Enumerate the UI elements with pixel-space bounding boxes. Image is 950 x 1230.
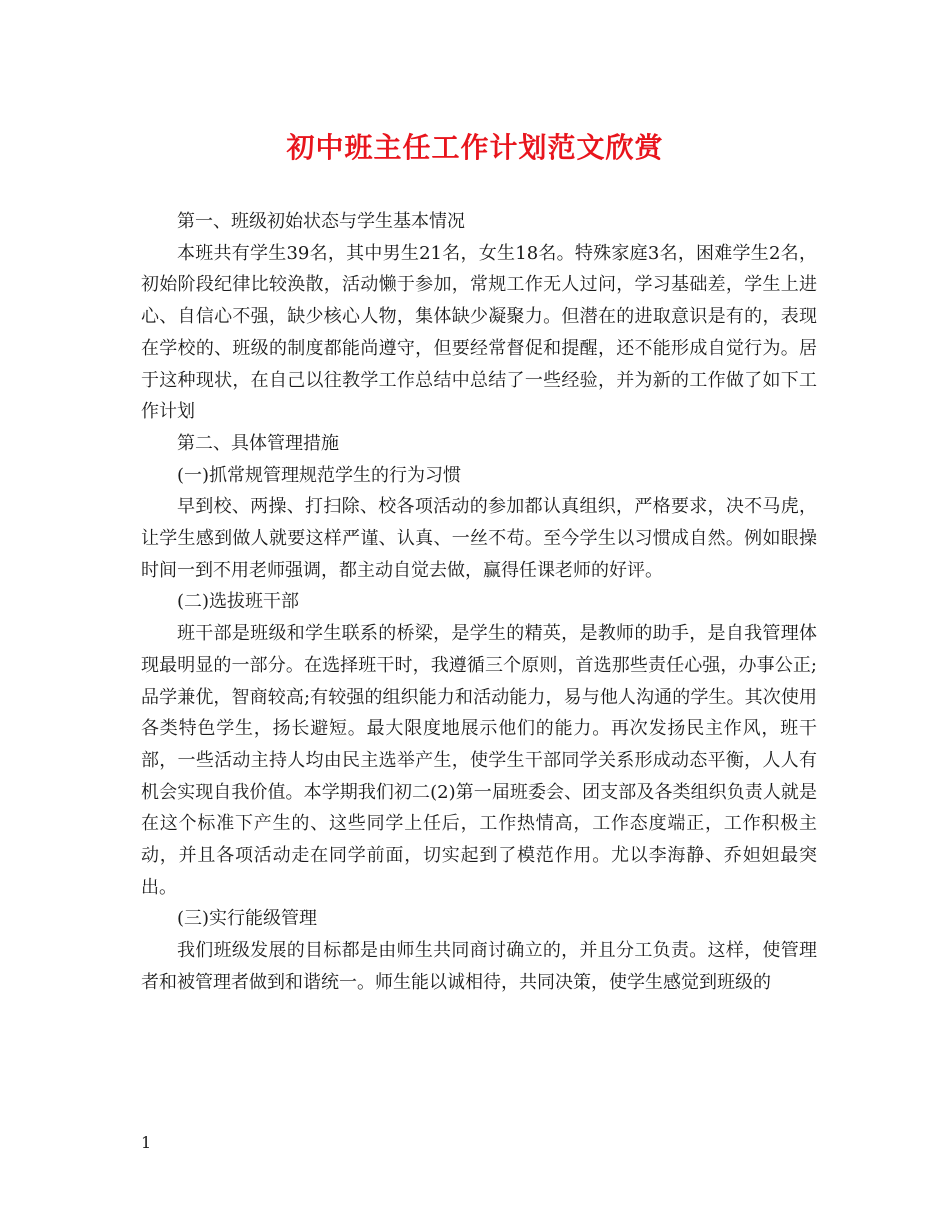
body-paragraph: 本班共有学生39名，其中男生21名，女生18名。特殊家庭3名，困难学生2名，初始阶段纪律比较涣散，活动懒于参加，常规工作无人过问，学习基础差，学生上进心、自信心不强，缺少核心人物，集体缺少凝聚力。但潜在的进取意识是有的，表现在学校的、班级的制度都能尚遵守，但要经常督促和提醒，还不能形成自觉行为。居于这种现状，在自己以往教学工作总结中总结了一些经验，并为新的工作做了如下工作计划 <box>141 242 817 423</box>
subsection-heading: (二)选拔班干部 <box>177 591 300 613</box>
body-paragraph: 早到校、两操、打扫除、校各项活动的参加都认真组织，严格要求，决不马虎，让学生感到做人就要这样严谨、认真、一丝不苟。至今学生以习惯成自然。例如眼操时间一到不用老师强调，都主动自觉去做，赢得任课老师的好评。 <box>141 496 817 581</box>
section-heading: 第二、具体管理措施 <box>177 432 339 454</box>
document-body <box>141 206 817 999</box>
document-title: 初中班主任工作计划范文欣赏 <box>286 131 664 164</box>
page-number: 1 <box>141 1133 152 1152</box>
body-paragraph: 班干部是班级和学生联系的桥梁，是学生的精英，是教师的助手，是自我管理体现最明显的一部分。在选择班干时，我遵循三个原则，首选那些责任心强，办事公正;品学兼优，智商较高;有较强的组织能力和活动能力，易与他人沟通的学生。其次使用各类特色学生，扬长避短。最大限度地展示他们的能力。再次发扬民主作风，班干部，一些活动主持人均由民主选举产生，使学生干部同学关系形成动态平衡，人人有机会实现自我价值。本学期我们初二(2)第一届班委会、团支部及各类组织负责人就是在这个标准下产生的、这些同学上任后，工作热情高，工作态度端正，工作积极主动，并且各项活动走在同学前面，切实起到了模范作用。尤以李海静、乔妲妲最突出。 <box>141 623 817 898</box>
body-paragraph: 我们班级发展的目标都是由师生共同商讨确立的，并且分工负责。这样，使管理者和被管理者做到和谐统一。师生能以诚相待，共同决策，使学生感觉到班级的 <box>141 940 817 993</box>
section-heading: 第一、班级初始状态与学生基本情况 <box>177 211 465 232</box>
subsection-heading: (一)抓常规管理规范学生的行为习惯 <box>177 464 462 486</box>
subsection-heading: (三)实行能级管理 <box>177 908 318 930</box>
